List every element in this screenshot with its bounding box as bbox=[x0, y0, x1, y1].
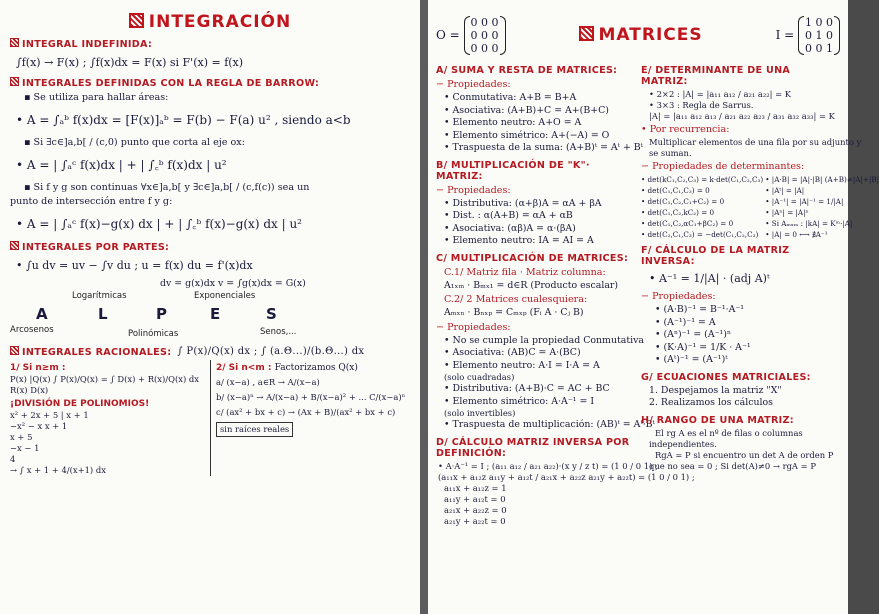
inversa-def-eq: a₁₁y + a₁₂t = 0 bbox=[444, 493, 506, 504]
mat-mult-item: • Distributiva: (A+B)·C = AC + BC bbox=[444, 383, 610, 394]
matrices-right-column bbox=[641, 60, 879, 527]
inversa-def-eq: a₁₁x + a₁₂z = 1 bbox=[444, 482, 507, 493]
suma-item: • Elemento simétrico: A+(−A) = O bbox=[444, 129, 610, 141]
identity-matrix-row bbox=[805, 42, 833, 55]
k-mult-props-label: − Propiedades: bbox=[436, 184, 511, 196]
checkbox-mark-icon bbox=[10, 38, 19, 47]
inversa-item: • (K·A)⁻¹ = 1/K · A⁻¹ bbox=[655, 341, 751, 353]
rango-def: independientes. bbox=[649, 438, 717, 449]
k-mult-item: • Distributiva: (α+β)A = αA + βA bbox=[444, 197, 602, 209]
mat-mult-item: • Traspuesta de multiplicación: (AB)ᵗ = Aᵗ·Bᵗ bbox=[444, 419, 655, 430]
integral-indefinida-heading bbox=[10, 38, 410, 50]
racionales-heading-text: INTEGRALES RACIONALES: bbox=[22, 346, 172, 358]
inversa-def-system: (a₁₁x + a₁₂z a₁₁y + a₁₂t / a₂₁x + a₂₂z a₂₁y + a₂₂t) = (1 0 / 0 1) ; bbox=[438, 471, 695, 482]
rango-def: El rg A es el nº de filas o columnas bbox=[655, 427, 803, 438]
case-1-label: 1/ Si n≥m : bbox=[10, 362, 66, 373]
checkbox-mark-icon bbox=[10, 346, 19, 355]
case-2c: c/ (ax² + bx + c) → (Ax + B)/(ax² + bx + c) bbox=[216, 406, 396, 417]
inversa-item: • (A⁻¹)⁻¹ = A bbox=[655, 316, 716, 328]
barrow-cut: ▪ Si ∃c∈]a,b[ / (c,0) punto que corta al eje ox: bbox=[24, 137, 245, 148]
mat-mult-c2: C.2/ 2 Matrices cualesquiera: bbox=[444, 294, 588, 305]
identity-matrix-row bbox=[805, 16, 833, 29]
mat-mult-item: • Elemento simétrico: A·A⁻¹ = I bbox=[444, 395, 595, 407]
suma-item: • Asociativa: (A+B)+C = A+(B+C) bbox=[444, 104, 609, 116]
inversa-item: • (A·B)⁻¹ = B⁻¹·A⁻¹ bbox=[655, 304, 745, 315]
case-2-header bbox=[216, 363, 410, 373]
mat-mult-heading: C/ MULTIPLICACIÓN DE MATRICES: bbox=[436, 252, 629, 264]
matrix-cell: 0 bbox=[491, 41, 499, 55]
inversa-item: • (Aᵗ)⁻¹ = (A⁻¹)ᵗ bbox=[655, 354, 728, 365]
division-note: ¡DIVISIÓN DE POLINOMIOS! bbox=[10, 398, 150, 409]
mat-mult-c1-formula: A₁ₓₘ · Bₘₓ₁ = d∈R (Producto escalar) bbox=[444, 279, 619, 291]
k-mult-item: • Asociativa: (αβ)A = α·(βA) bbox=[444, 222, 576, 234]
mat-mult-item: • Elemento neutro: A·I = I·A = A bbox=[444, 359, 600, 371]
checkbox-mark-icon bbox=[579, 26, 594, 41]
checkbox-mark-icon bbox=[10, 241, 19, 250]
matrix-cell: 1 bbox=[826, 41, 833, 55]
matrix-cell: 0 bbox=[470, 41, 478, 55]
integracion-title-text: INTEGRACIÓN bbox=[148, 12, 292, 32]
mat-mult-item: (solo invertibles) bbox=[444, 408, 516, 418]
identity-matrix-row bbox=[805, 29, 833, 42]
inversa-def-heading: D/ CÁLCULO MATRIZ INVERSA POR DEFINICIÓN: bbox=[436, 436, 630, 459]
det-prop: • |A| = 0 ⟷ ∄A⁻¹ bbox=[765, 230, 828, 239]
liate-label-polinomicas: Polinómicas bbox=[128, 328, 179, 339]
racionales-cases bbox=[10, 360, 410, 476]
matrix-cell: 0 bbox=[815, 41, 823, 55]
left-page bbox=[0, 0, 420, 614]
partes-formula-2: dv = g(x)dx v = ∫g(x)dx = G(x) bbox=[160, 278, 306, 289]
racionales-case-2 bbox=[210, 360, 410, 476]
matrix-cell: 0 bbox=[805, 28, 812, 42]
inversa-props-label: − Propiedades: bbox=[641, 291, 716, 302]
det-prop: • det(C₁,C₂,αC₁+βC₂) = 0 bbox=[641, 219, 734, 228]
division-example-3: x + 5 bbox=[10, 431, 33, 442]
suma-item: • Conmutativa: A+B = B+A bbox=[444, 92, 577, 103]
zero-matrix-label: O = bbox=[436, 27, 460, 42]
division-example-5: 4 bbox=[10, 453, 16, 464]
partes-heading-text: INTEGRALES POR PARTES: bbox=[22, 242, 170, 253]
suma-item: • Elemento neutro: A+O = A bbox=[444, 117, 582, 128]
division-example-4: −x − 1 bbox=[10, 442, 40, 453]
liate-letter-e: E bbox=[210, 304, 221, 323]
identity-matrix-label: I = bbox=[775, 27, 795, 42]
case-2c-box bbox=[216, 422, 410, 437]
det-prop: • |A·B| = |A|·|B| (A+B)≠|A|+|B| bbox=[765, 175, 879, 184]
determinante-3x3-formula: |A| = |a₁₁ a₁₂ a₁₃ / a₂₁ a₂₂ a₂₃ / a₃₁ a₃₂ a₃₃| = K bbox=[649, 111, 835, 121]
ecuaciones-step: 1. Despejamos la matriz "X" bbox=[649, 384, 782, 396]
barrow-cut-formula: • A = | ∫ₐᶜ f(x)dx | + | ∫꜀ᵇ f(x)dx | u² bbox=[16, 158, 227, 172]
suma-props-label: − Propiedades: bbox=[436, 79, 511, 90]
integral-indefinida-formula: ∫f(x) → F(x) ; ∫f(x)dx = F(x) si F'(x) = f(x) bbox=[16, 56, 244, 69]
matrix-cell: 0 bbox=[491, 15, 499, 29]
matrices-header bbox=[436, 10, 840, 60]
suma-heading: A/ SUMA Y RESTA DE MATRICES: bbox=[436, 65, 618, 76]
liate-letter-l: L bbox=[98, 304, 108, 323]
determinante-heading: E/ DETERMINANTE DE UNA MATRIZ: bbox=[641, 65, 791, 87]
matrix-cell: 0 bbox=[470, 28, 478, 42]
case-2-note: Factorizamos Q(x) bbox=[274, 362, 358, 373]
determinante-rec-line: Multiplicar elementos de una fila por su adjunto y bbox=[649, 137, 862, 147]
matrix-cell: 0 bbox=[815, 15, 823, 29]
inversa-def-formula: • A·A⁻¹ = I ; (a₁₁ a₁₂ / a₂₁ a₂₂)·(x y / z t) = (1 0 / 0 1) ; bbox=[438, 460, 658, 471]
mat-mult-item: (solo cuadradas) bbox=[444, 372, 515, 382]
k-mult-item: • Elemento neutro: IA = AI = A bbox=[444, 235, 594, 246]
matrix-cell: 0 bbox=[481, 41, 489, 55]
notebook-spine bbox=[420, 0, 428, 614]
partes-heading bbox=[10, 241, 410, 253]
checkbox-mark-icon bbox=[129, 13, 144, 28]
det-prop: • det(C₁,C₁,C₃) = 0 bbox=[641, 186, 710, 195]
liate-letter-p: P bbox=[156, 304, 167, 323]
matrix-cell: 0 bbox=[491, 28, 499, 42]
matrices-title-text: MATRICES bbox=[598, 25, 703, 45]
zero-matrix-group bbox=[436, 16, 506, 55]
barrow-formula: • A = ∫ₐᵇ f(x)dx = [F(x)]ₐᵇ = F(b) − F(a) u² , siendo a<b bbox=[16, 113, 351, 127]
integral-indefinida-heading-text: INTEGRAL INDEFINIDA: bbox=[22, 39, 153, 50]
racionales-formula: ∫ P(x)/Q(x) dx ; ∫ (a.Θ...)/(b.Θ...) dx bbox=[177, 346, 365, 357]
liate-mnemonic bbox=[10, 291, 410, 341]
liate-letter-a: A bbox=[36, 304, 48, 323]
checkbox-mark-icon bbox=[10, 77, 19, 86]
case-1-formula: P(x) |Q(x) ∫ P(x)/Q(x) = ∫ D(x) + R(x)/Q(x) dx bbox=[10, 373, 199, 384]
k-mult-item: • Dist. : α(A+B) = αA + αB bbox=[444, 210, 573, 221]
det-2x2-formula: |A| = |a₁₁ a₁₂ / a₂₁ a₂₂| = K bbox=[682, 89, 792, 99]
case-2-label: 2/ Si n<m : bbox=[216, 362, 272, 373]
matrix-cell: 0 bbox=[805, 41, 812, 55]
division-example-2: −x² − x x + 1 bbox=[10, 420, 68, 431]
zero-matrix-row bbox=[471, 42, 499, 55]
determinante-props-label: − Propiedades de determinantes: bbox=[641, 161, 805, 172]
barrow-use: ▪ Se utiliza para hallar áreas: bbox=[24, 92, 169, 103]
division-example-1: x² + 2x + 5 | x + 1 bbox=[10, 409, 89, 420]
liate-label-senos: Senos,... bbox=[260, 326, 297, 337]
barrow-cont-line-1: ▪ Si f y g son continuas ∀x∈]a,b[ y ∃c∈]a,b[ / (c,f(c)) sea un bbox=[24, 182, 310, 193]
partes-formula: • ∫u dv = uv − ∫v du ; u = f(x) du = f'(x)dx bbox=[16, 259, 253, 272]
matrix-cell: 1 bbox=[815, 28, 823, 42]
det-prop: • det(kC₁,C₂,C₃) = k·det(C₁,C₂,C₃) bbox=[641, 175, 764, 184]
ecuaciones-heading: G/ ECUACIONES MATRICIALES: bbox=[641, 371, 811, 383]
identity-matrix bbox=[798, 16, 840, 55]
mat-mult-item: • No se cumple la propiedad Conmutativa bbox=[444, 334, 644, 346]
det-prop: • |A⁻¹| = |A|⁻¹ = 1/|A| bbox=[765, 197, 844, 206]
det-prop: • |Aⁿ| = |A|ⁿ bbox=[765, 208, 809, 217]
racionales-case-1 bbox=[10, 360, 204, 476]
matrix-cell: 0 bbox=[826, 15, 833, 29]
mat-mult-c2-formula: Aₘₓₙ · Bₙₓₚ = Cₘₓₚ (Fᵢ A · Cⱼ B) bbox=[444, 307, 584, 318]
case-2c-note: sin raíces reales bbox=[216, 422, 293, 437]
det-prop: • Si Aₘₓₘ : |kA| = Kᵐ·|A| bbox=[765, 219, 853, 228]
matrix-cell: 0 bbox=[481, 15, 489, 29]
barrow-heading-text: INTEGRALES DEFINIDAS CON LA REGLA DE BARROW: bbox=[22, 78, 320, 89]
determinante-props-right bbox=[765, 174, 879, 240]
det-prop: • |Aᵗ| = |A| bbox=[765, 186, 805, 195]
matrix-cell: 0 bbox=[481, 28, 489, 42]
rango-rule: RgA = P si encuentro un det A de orden P bbox=[655, 449, 834, 460]
liate-label-exponenciales: Exponenciales bbox=[194, 290, 256, 301]
barrow-heading bbox=[10, 77, 410, 89]
matrix-cell: 1 bbox=[805, 15, 812, 29]
det-2x2-label: • 2×2 : bbox=[649, 89, 680, 99]
case-2a: a/ (x−a) , a∈R → A/(x−a) bbox=[216, 376, 320, 387]
zero-matrix bbox=[464, 16, 506, 55]
right-page bbox=[428, 0, 879, 614]
case-1-rest: R(x) D(x) bbox=[10, 384, 49, 395]
matrices-title bbox=[579, 25, 703, 45]
ecuaciones-step: 2. Realizamos los cálculos bbox=[649, 397, 773, 408]
determinante-rec-line: se suman. bbox=[649, 148, 692, 158]
inversa-item: • (Aⁿ)⁻¹ = (A⁻¹)ⁿ bbox=[655, 329, 732, 340]
division-example-result: → ∫ x + 1 + 4/(x+1) dx bbox=[10, 464, 106, 475]
k-mult-heading: B/ MULTIPLICACIÓN DE "K"· MATRIZ: bbox=[436, 159, 590, 182]
liate-label-arcosenos: Arcosenos bbox=[10, 324, 54, 335]
zero-matrix-row bbox=[471, 29, 499, 42]
determinante-recurrencia: • Por recurrencia: bbox=[641, 124, 730, 135]
matrix-cell: 0 bbox=[826, 28, 833, 42]
identity-matrix-group bbox=[776, 16, 840, 55]
barrow-fg-formula: • A = | ∫ₐᶜ f(x)−g(x) dx | + | ∫꜀ᵇ f(x)−g(x) dx | u² bbox=[16, 217, 302, 231]
inversa-formula: • A⁻¹ = 1/|A| · (adj A)ᵗ bbox=[649, 272, 770, 285]
mat-mult-c1: C.1/ Matriz fila · Matriz columna: bbox=[444, 266, 606, 278]
mat-mult-props-label: − Propiedades: bbox=[436, 321, 511, 333]
liate-letter-s: S bbox=[266, 304, 277, 323]
case-2b: b/ (x−a)ⁿ → A/(x−a) + B/(x−a)² + ... C/(x−a)ⁿ bbox=[216, 391, 406, 402]
det-prop: • det(C₁,C₂,kC₂) = 0 bbox=[641, 208, 715, 217]
racionales-heading bbox=[10, 346, 410, 358]
integracion-title bbox=[10, 12, 410, 32]
determinante-3x3: • 3×3 : Regla de Sarrus. bbox=[649, 100, 754, 110]
det-prop: • det(C₂,C₁,C₃) = −det(C₁,C₂,C₃) bbox=[641, 230, 759, 239]
rango-heading: H/ RANGO DE UNA MATRIZ: bbox=[641, 414, 794, 426]
determinante-2x2 bbox=[649, 89, 840, 100]
det-prop: • det(C₁,C₂,C₁+C₂) = 0 bbox=[641, 197, 725, 206]
determinante-props bbox=[641, 174, 879, 240]
suma-item: • Traspuesta de la suma: (A+B)ᵗ = Aᵗ + Bᵗ bbox=[444, 142, 643, 153]
matrices-columns bbox=[436, 60, 879, 527]
barrow-cont-line-2: punto de intersección entre f y g: bbox=[10, 196, 173, 207]
inversa-def-eq: a₂₁y + a₂₂t = 0 bbox=[444, 515, 506, 526]
inversa-def-eq: a₂₁x + a₂₂z = 0 bbox=[444, 504, 507, 515]
matrix-cell: 0 bbox=[470, 15, 478, 29]
mat-mult-item: • Asociativa: (AB)C = A·(BC) bbox=[444, 347, 581, 358]
zero-matrix-row bbox=[471, 16, 499, 29]
liate-label-logaritmicas: Logarítmicas bbox=[72, 290, 127, 301]
determinante-props-left bbox=[641, 174, 763, 240]
rango-rule: que no sea = 0 ; Si det(A)≠0 → rgA = P bbox=[649, 460, 816, 471]
inversa-heading: F/ CÁLCULO DE LA MATRIZ INVERSA: bbox=[641, 245, 790, 267]
